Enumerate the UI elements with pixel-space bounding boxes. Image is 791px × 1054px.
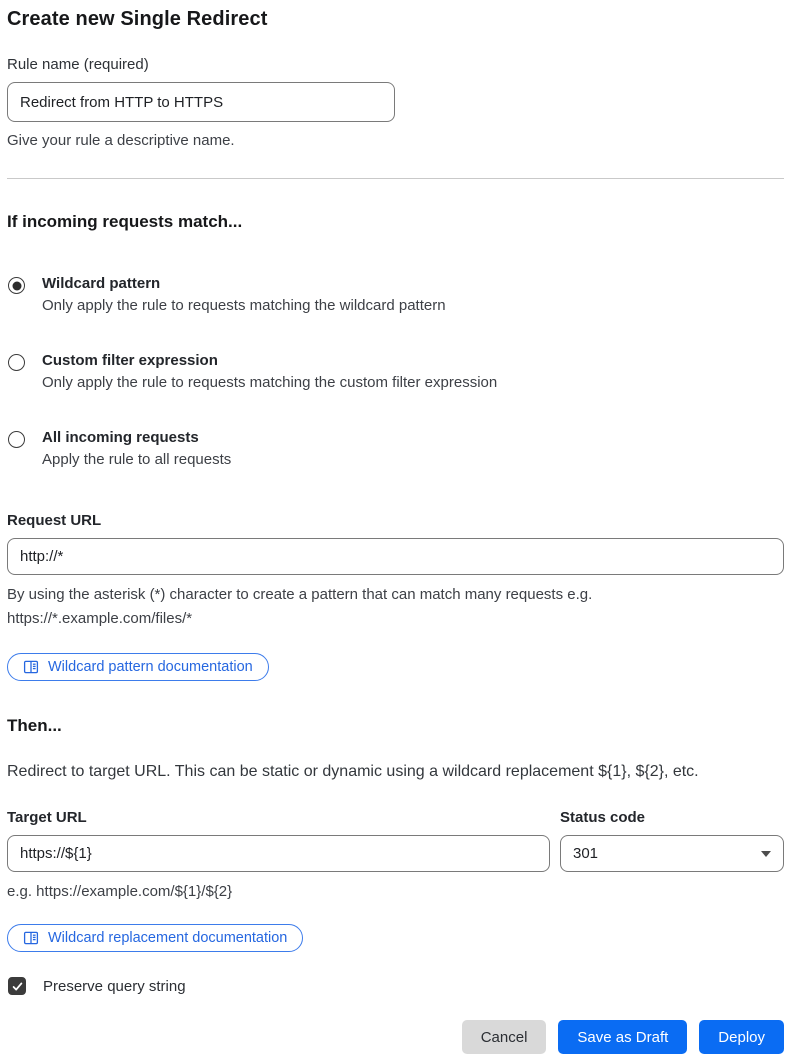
match-section-heading: If incoming requests match...	[7, 212, 243, 231]
then-section-heading: Then...	[7, 716, 62, 735]
preserve-query-row[interactable]	[7, 977, 784, 995]
open-book-icon	[23, 930, 39, 946]
request-url-help	[7, 583, 784, 631]
radio-option-label: All incoming requests	[42, 429, 199, 446]
status-code-column	[560, 809, 784, 872]
deploy-button[interactable]: Deploy	[699, 1020, 784, 1054]
target-url-input[interactable]	[7, 835, 550, 872]
radio-option-label: Wildcard pattern	[42, 275, 161, 292]
request-url-block	[7, 512, 784, 631]
radio-option-text	[42, 352, 497, 391]
match-type-radio-group	[7, 275, 784, 468]
request-url-input[interactable]	[7, 538, 784, 575]
radio-option-all-incoming-requests[interactable]	[7, 429, 784, 468]
status-code-label: Status code	[560, 809, 646, 826]
rule-name-label: Rule name (required)	[7, 56, 149, 73]
radio-option-description: Apply the rule to all requests	[42, 451, 232, 468]
target-url-help: e.g. https://example.com/${1}/${2}	[7, 883, 233, 900]
radio-option-description: Only apply the rule to requests matching the custom filter expression	[42, 374, 498, 391]
radio-option-custom-filter-expression[interactable]	[7, 352, 784, 391]
status-code-value: 301	[573, 845, 599, 862]
target-row	[7, 809, 784, 872]
save-as-draft-button[interactable]: Save as Draft	[558, 1020, 687, 1054]
request-url-help-line1: By using the asterisk (*) character to create a pattern that can match many requests e.g.	[7, 586, 593, 603]
preserve-query-label: Preserve query string	[43, 977, 186, 995]
radio-option-description: Only apply the rule to requests matching the wildcard pattern	[42, 297, 446, 314]
radio-option-wildcard-pattern[interactable]	[7, 275, 784, 314]
chevron-down-icon	[761, 851, 771, 857]
radio-icon[interactable]	[8, 277, 25, 294]
status-code-select[interactable]	[560, 835, 784, 872]
page-title: Create new Single Redirect	[7, 8, 268, 30]
doc-button-label: Wildcard pattern documentation	[48, 659, 253, 675]
rule-name-help: Give your rule a descriptive name.	[7, 132, 235, 149]
wildcard-pattern-docs-button[interactable]	[7, 653, 269, 681]
radio-option-text	[42, 429, 231, 468]
radio-icon[interactable]	[8, 354, 25, 371]
wildcard-replacement-docs-button[interactable]	[7, 924, 303, 952]
target-url-column	[7, 809, 550, 872]
request-url-help-line2: https://*.example.com/files/*	[7, 610, 193, 627]
doc-button-label: Wildcard replacement documentation	[48, 930, 288, 946]
section-divider	[7, 178, 784, 179]
radio-option-text	[42, 275, 446, 314]
preserve-query-checkbox[interactable]	[8, 977, 26, 995]
radio-icon[interactable]	[8, 431, 25, 448]
open-book-icon	[23, 659, 39, 675]
rule-name-input[interactable]	[7, 82, 395, 122]
radio-option-label: Custom filter expression	[42, 352, 218, 369]
request-url-label: Request URL	[7, 512, 102, 529]
cancel-button[interactable]: Cancel	[462, 1020, 547, 1054]
then-description: Redirect to target URL. This can be static or dynamic using a wildcard replacement ${1}, ${2}, etc.	[7, 763, 699, 780]
target-url-label: Target URL	[7, 809, 87, 826]
footer-actions	[7, 1020, 784, 1054]
